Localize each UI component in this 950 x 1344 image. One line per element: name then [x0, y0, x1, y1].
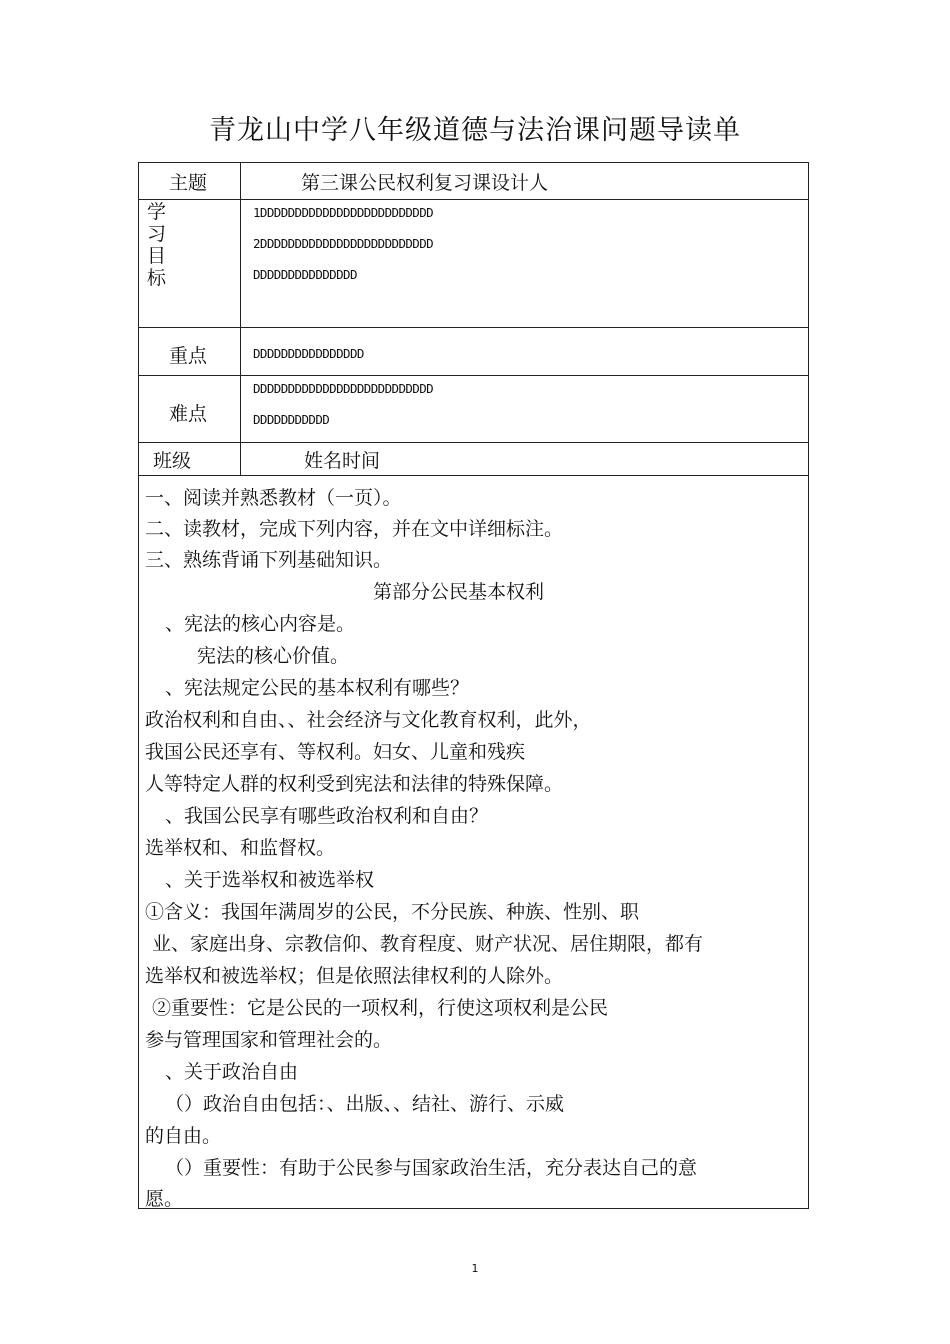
key-point-value: DDDDDDDDDDDDDDDD	[253, 346, 364, 361]
goal-item: 1DDDDDDDDDDDDDDDDDDDDDDDDD	[253, 205, 434, 220]
body-line: 政治权利和自由、、社会经济与文化教育权利，此外，	[145, 709, 592, 731]
body-line: 三、熟练背诵下列基础知识。	[145, 549, 393, 571]
class-label: 班级	[153, 450, 192, 472]
body-line: 、我国公民享有哪些政治权利和自由？	[165, 805, 489, 827]
page-number: 1	[471, 1262, 479, 1275]
body-line: 、关于选举权和被选举权	[165, 869, 375, 891]
column-divider	[240, 163, 241, 475]
body-line: 的自由。	[145, 1125, 222, 1147]
goals-label-char: 目	[147, 245, 167, 267]
difficulty-value: DDDDDDDDDDD	[253, 412, 330, 427]
body-line: 、关于政治自由	[165, 1061, 299, 1083]
body-line: 选举权和被选举权；但是依照法律权利的人除外。	[145, 965, 564, 987]
body-line: ①含义：我国年满周岁的公民，不分民族、种族、性别、职	[145, 901, 640, 923]
guide-table	[138, 162, 809, 1209]
body-line: 二、读教材，完成下列内容，并在文中详细标注。	[145, 518, 564, 540]
body-line: 参与管理国家和管理社会的。	[145, 1029, 393, 1051]
body-line: （）重要性：有助于公民参与国家政治生活，充分表达自己的意	[165, 1157, 698, 1179]
row-divider	[139, 475, 808, 476]
goals-label-char: 习	[147, 223, 167, 245]
key-point-label: 重点	[169, 345, 208, 367]
difficulty-value: DDDDDDDDDDDDDDDDDDDDDDDDDD	[253, 381, 434, 396]
topic-value: 第三课公民权利复习课设计人	[301, 172, 549, 194]
body-line: 一、阅读并熟悉教材（一页）。	[145, 487, 402, 509]
difficulty-label: 难点	[169, 403, 208, 425]
topic-label: 主题	[169, 172, 208, 194]
body-line: 愿。	[145, 1188, 184, 1210]
body-line: 、宪法的核心内容是。	[165, 613, 356, 635]
goal-item: 2DDDDDDDDDDDDDDDDDDDDDDDDD	[253, 236, 434, 251]
name-time-label: 姓名时间	[304, 450, 381, 472]
page-title: 青龙山中学八年级道德与法治课问题导读单	[209, 115, 741, 146]
goals-label-char: 标	[147, 267, 167, 289]
body-line: 选举权和、和监督权。	[145, 837, 336, 859]
body-line: （）政治自由包括：、出版、、结社、游行、示威	[165, 1093, 565, 1115]
body-line: 、宪法规定公民的基本权利有哪些？	[165, 677, 470, 699]
body-line: 业、家庭出身、宗教信仰、教育程度、财产状况、居住期限，都有	[152, 933, 704, 955]
body-line: ②重要性：它是公民的一项权利，行使这项权利是公民	[152, 997, 609, 1019]
body-line: 人等特定人群的权利受到宪法和法律的特殊保障。	[145, 773, 564, 795]
goal-item: DDDDDDDDDDDDDDD	[253, 267, 357, 282]
goals-label-char: 学	[147, 201, 167, 223]
section-heading: 第部分公民基本权利	[373, 581, 545, 603]
body-line: 宪法的核心价值。	[197, 645, 350, 667]
body-line: 我国公民还享有、等权利。妇女、儿童和残疾	[145, 741, 526, 763]
